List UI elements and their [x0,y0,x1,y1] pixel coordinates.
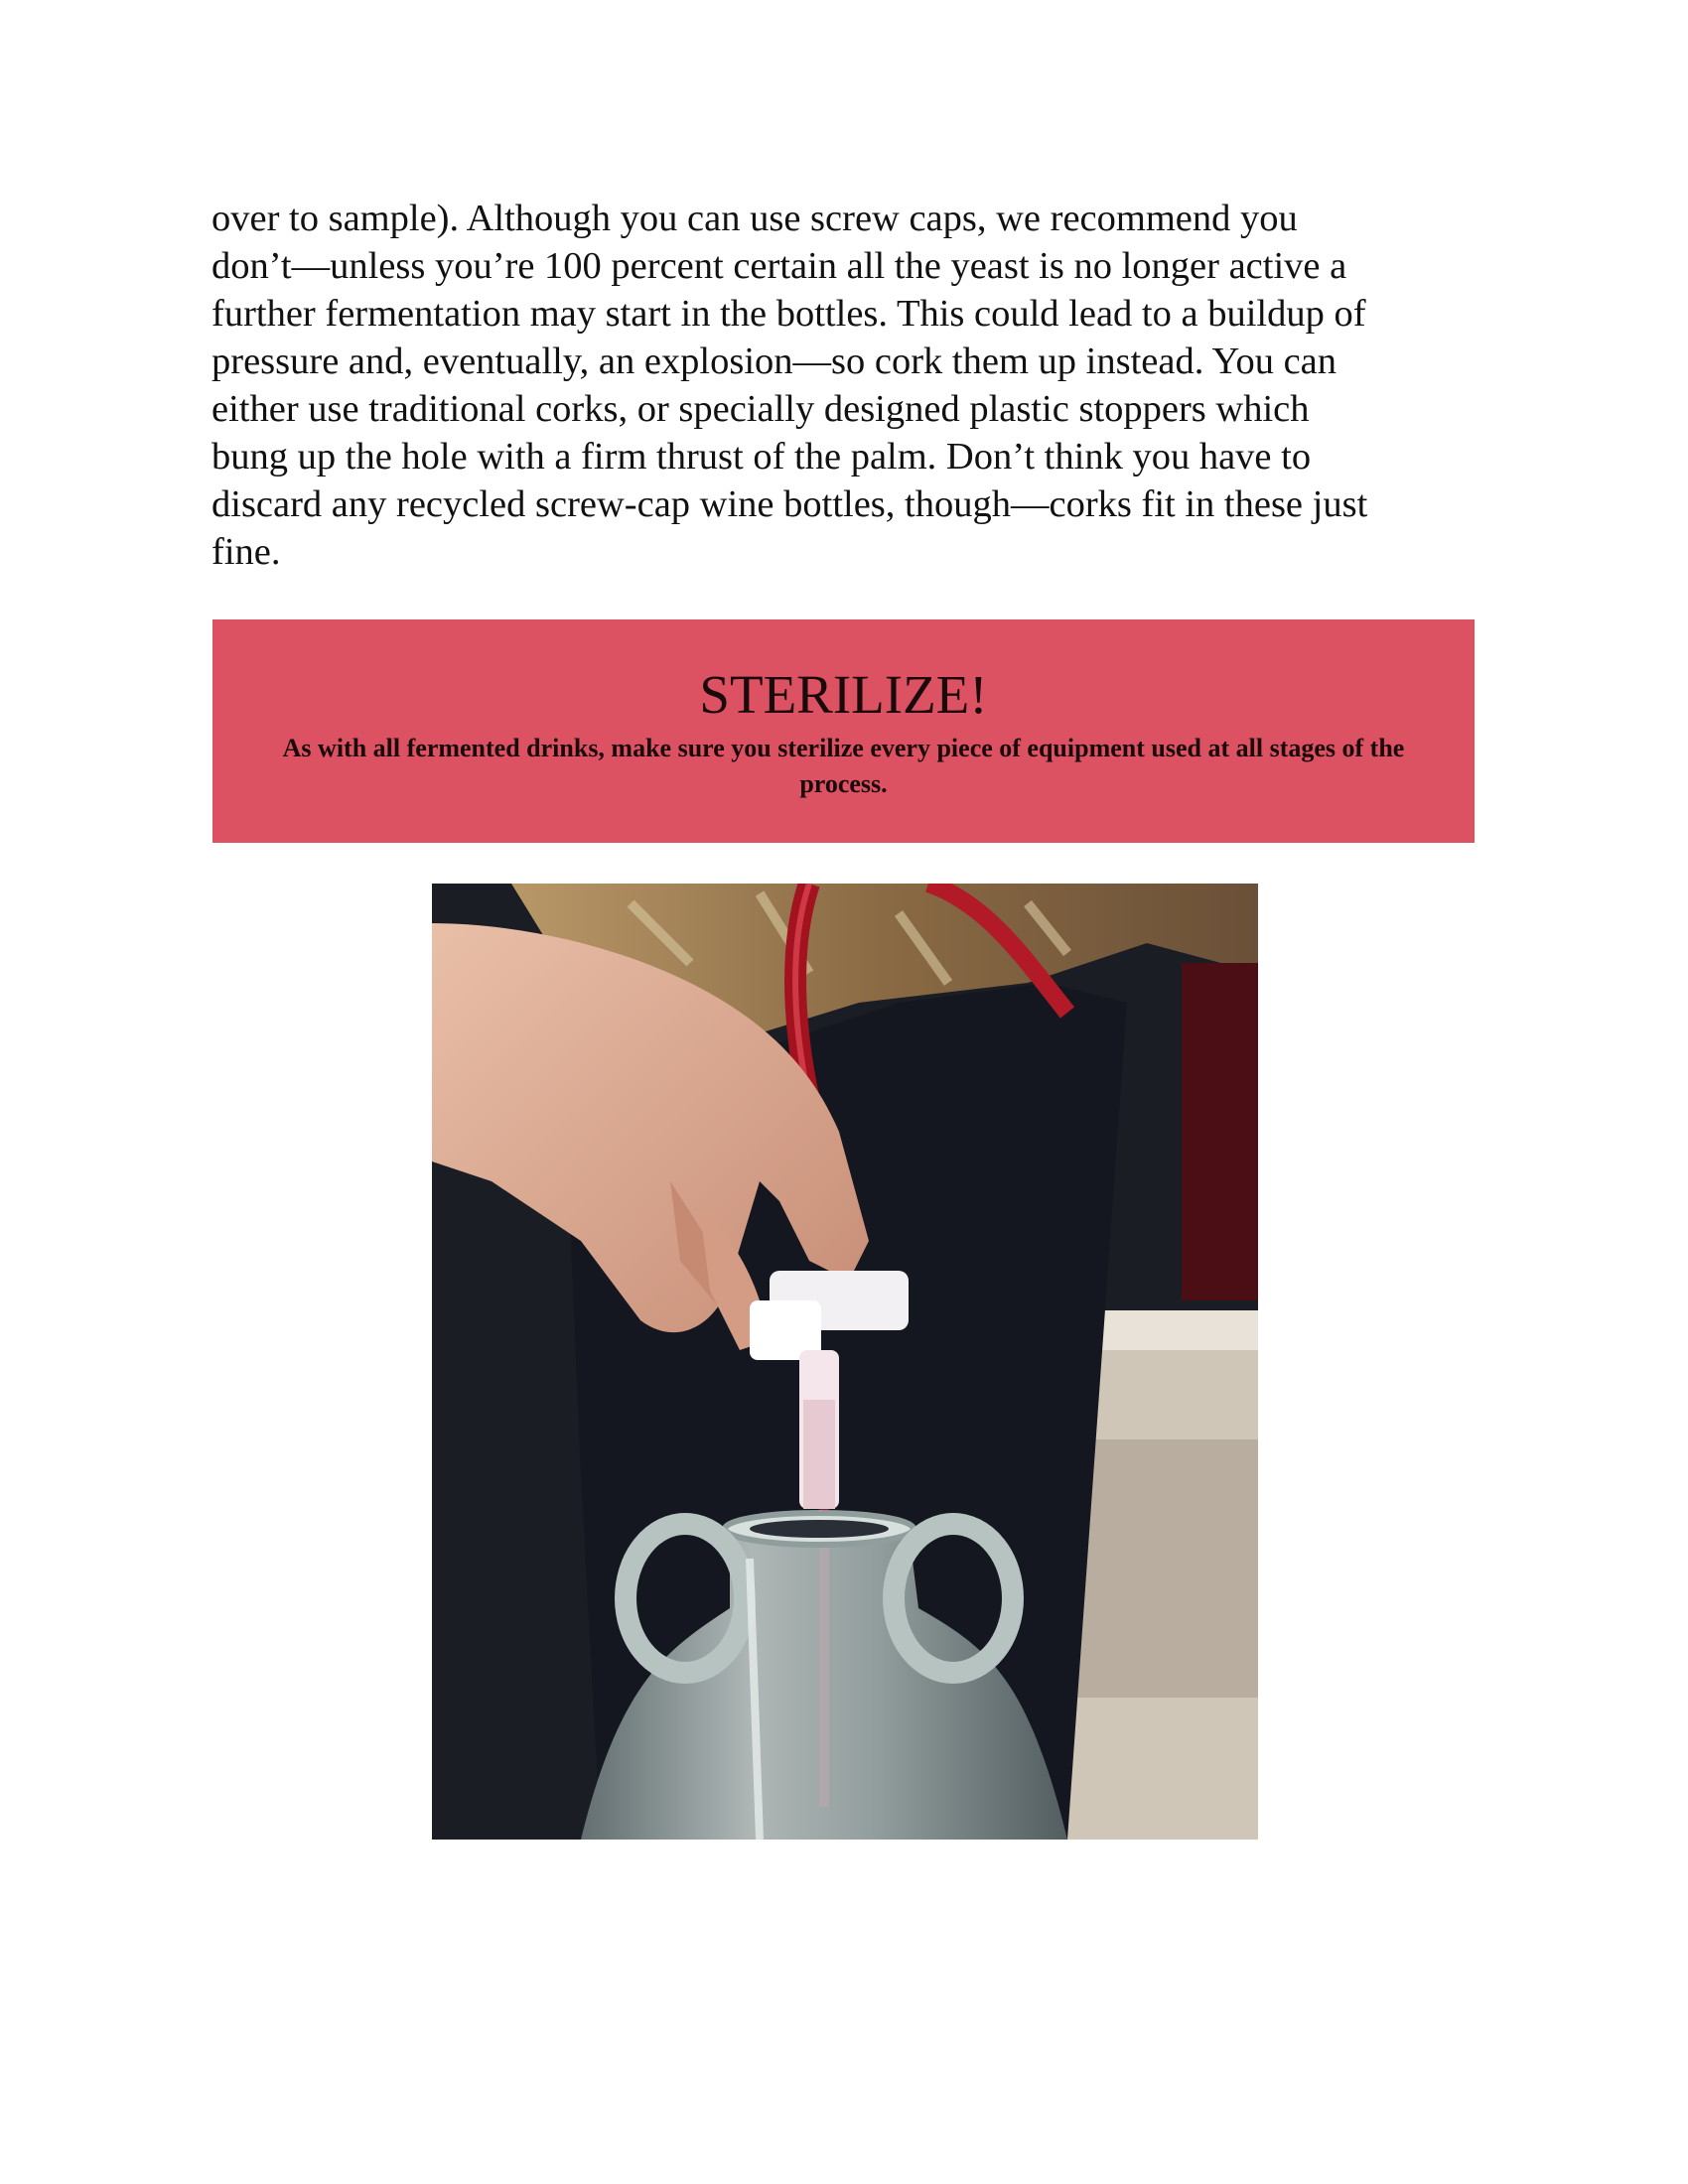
body-paragraph [211,195,1502,576]
callout-body: As with all fermented drinks, make sure you sterilize every piece of equipment used at all stages of the process. [282,734,1405,798]
body-line: fine. [211,531,281,573]
callout-heading: STERILIZE! [699,664,988,725]
body-line: either use traditional corks, or specially designed plastic stoppers which [211,388,1310,430]
body-line: over to sample). Although you can use screw caps, we recommend you [211,198,1298,239]
body-line: pressure and, eventually, an explosion—so cork them up instead. You can [211,341,1337,382]
siphon-photo [432,884,1258,1840]
body-line: don’t—unless you’re 100 percent certain all the yeast is no longer active a [211,245,1347,287]
photo-siphoning-wine-into-demijohn [432,884,1258,1840]
sterilize-callout-box [212,619,1475,843]
body-line: bung up the hole with a firm thrust of the palm. Don’t think you have to [211,436,1312,478]
body-line: further fermentation may start in the bottles. This could lead to a buildup of [211,293,1366,335]
body-line: discard any recycled screw-cap wine bottles, though—corks fit in these just [211,483,1368,525]
